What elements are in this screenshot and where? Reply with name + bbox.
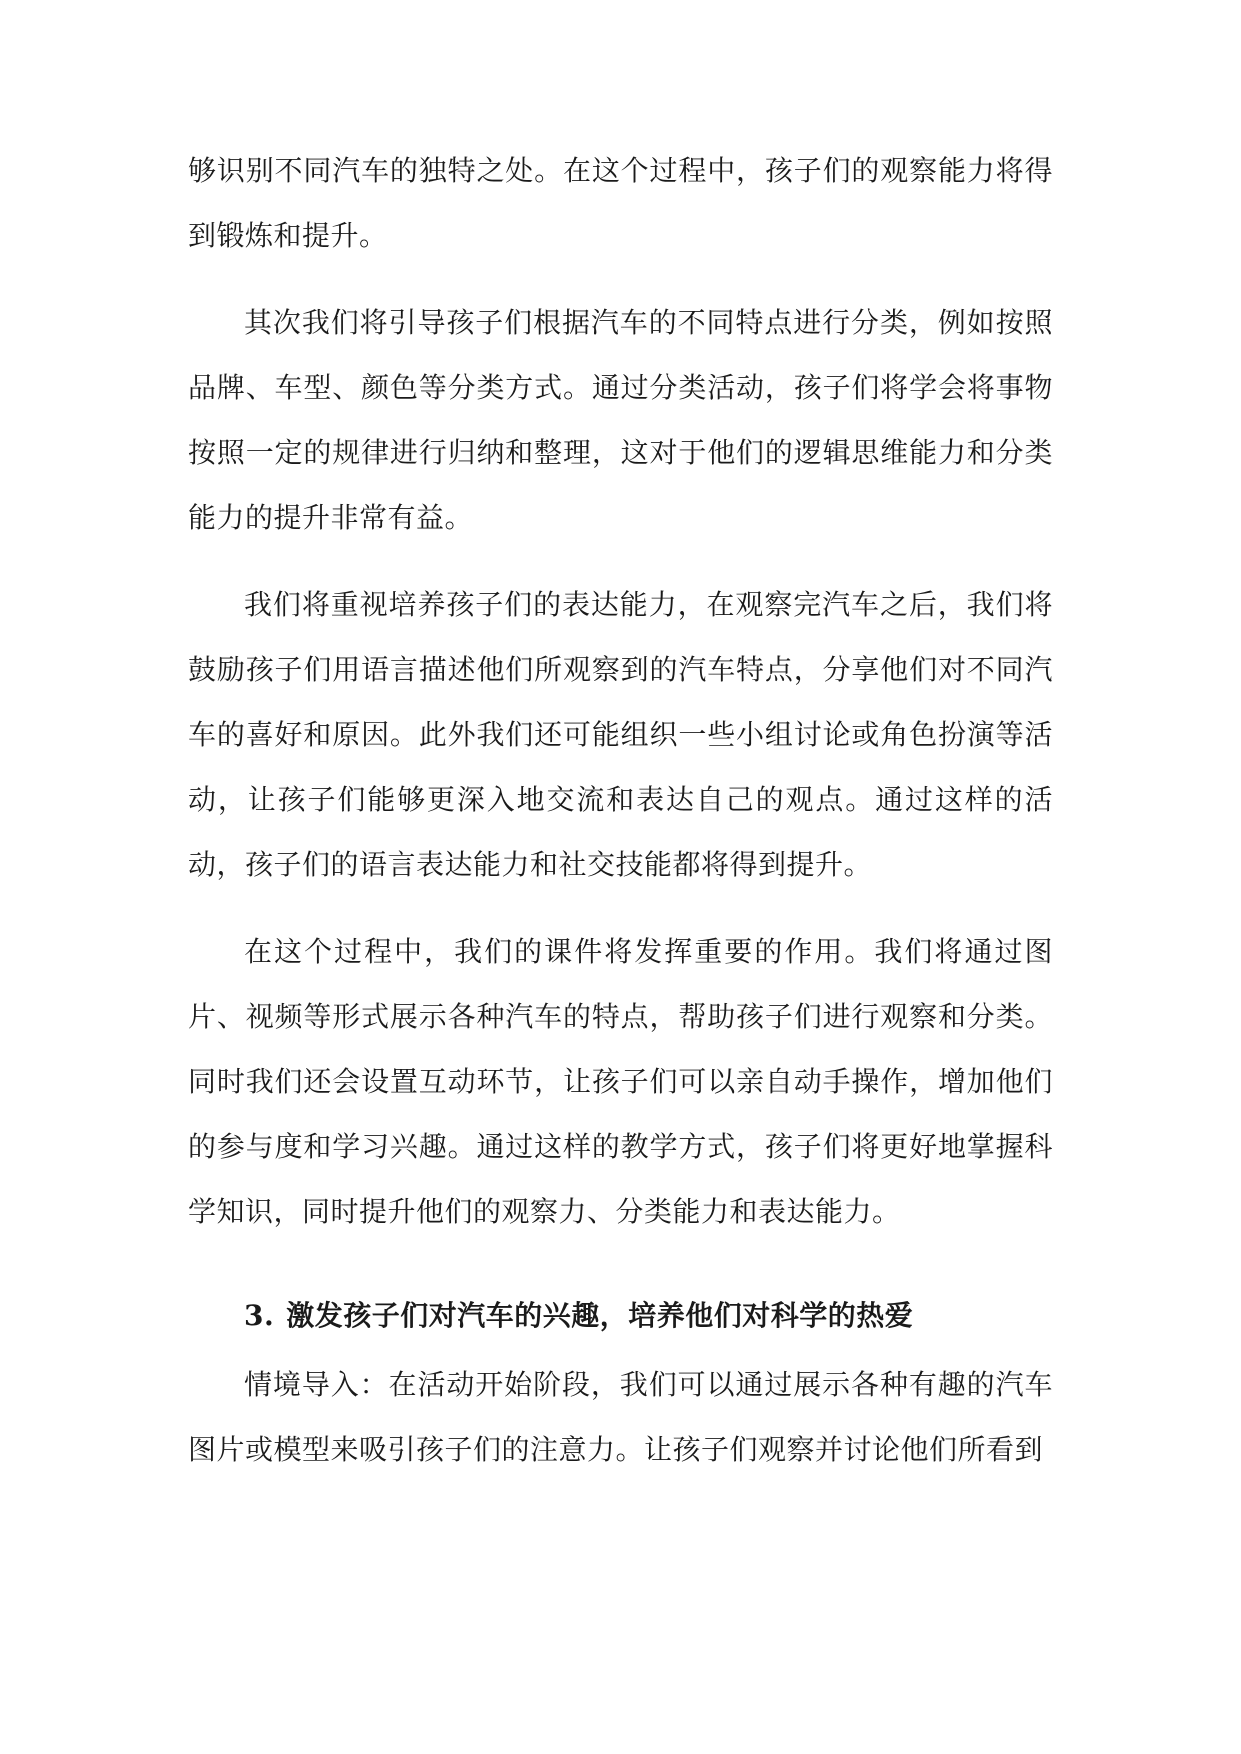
paragraph-expression: 我们将重视培养孩子们的表达能力，在观察完汽车之后，我们将鼓励孩子们用语言描述他们所观察到的汽车特点，分享他们对不同汽车的喜好和原因。此外我们还可能组织一些小组讨论或角色扮演等活动，让孩子们能够更深入地交流和表达自己的观点。通过这样的活动，孩子们的语言表达能力和社交技能都将得到提升。 — [188, 588, 1053, 881]
document-body — [188, 138, 1053, 1482]
paragraph-continued: 够识别不同汽车的独特之处。在这个过程中，孩子们的观察能力将得到锻炼和提升。 — [188, 154, 1053, 252]
paragraph-classification: 其次我们将引导孩子们根据汽车的不同特点进行分类，例如按照品牌、车型、颜色等分类方式。通过分类活动，孩子们将学会将事物按照一定的规律进行归纳和整理，这对于他们的逻辑思维能力和分类能力的提升非常有益。 — [188, 306, 1053, 534]
section-heading — [188, 1288, 1053, 1344]
paragraph-courseware: 在这个过程中，我们的课件将发挥重要的作用。我们将通过图片、视频等形式展示各种汽车的特点，帮助孩子们进行观察和分类。同时我们还会设置互动环节，让孩子们可以亲自动手操作，增加他们的参与度和学习兴趣。通过这样的教学方式，孩子们将更好地掌握科学知识，同时提升他们的观察力、分类能力和表达能力。 — [188, 935, 1053, 1228]
section-number: 3. — [244, 1299, 275, 1332]
section-title: 激发孩子们对汽车的兴趣，培养他们对科学的热爱 — [286, 1299, 914, 1332]
paragraph-scenario-intro: 情境导入：在活动开始阶段，我们可以通过展示各种有趣的汽车图片或模型来吸引孩子们的注意力。让孩子们观察并讨论他们所看到 — [188, 1368, 1053, 1466]
